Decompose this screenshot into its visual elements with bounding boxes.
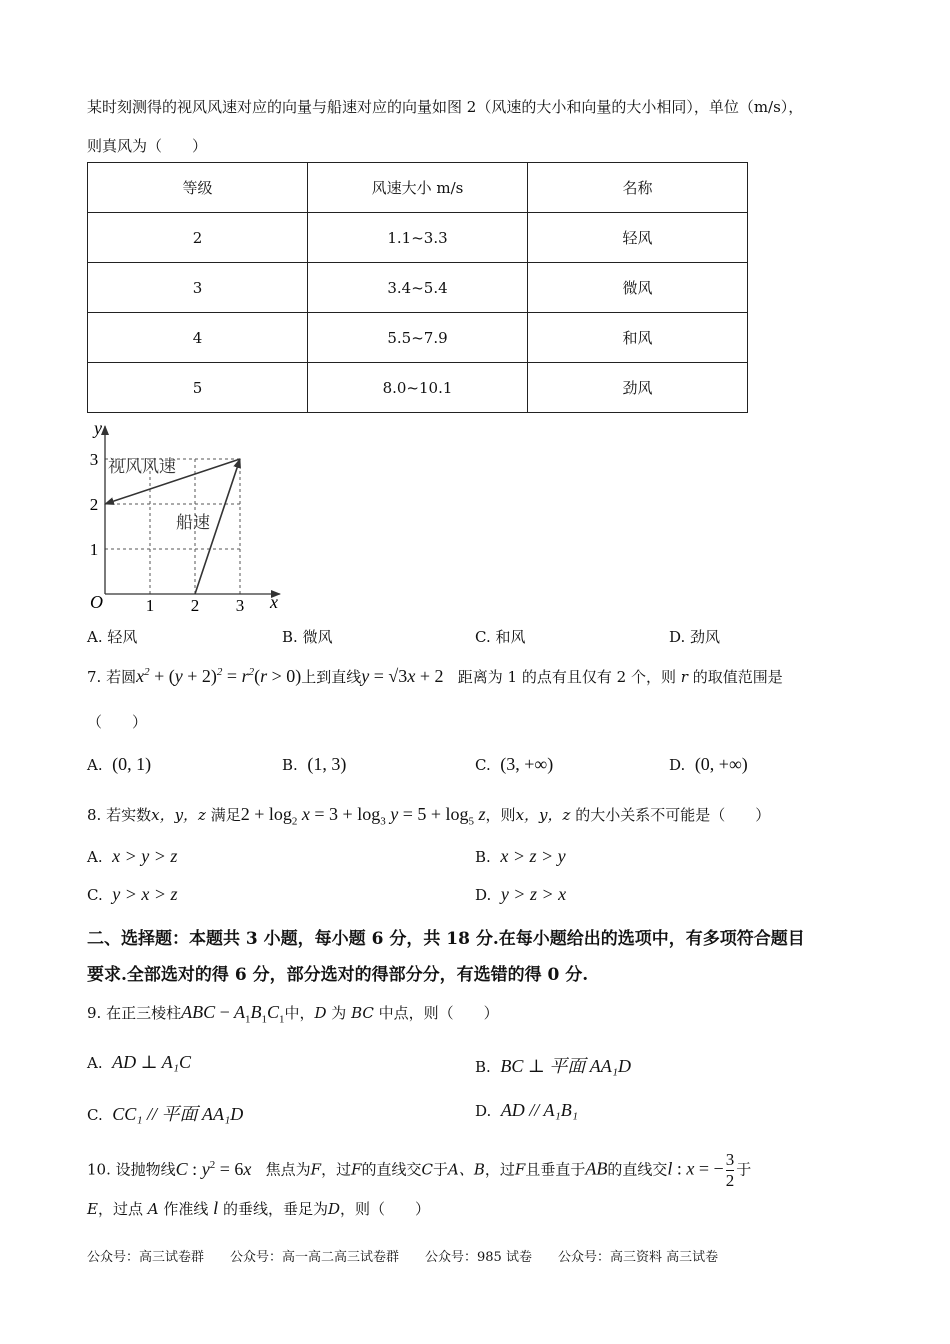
point-d: D: [327, 1200, 341, 1218]
line-equation: y = √3x + 2: [361, 666, 444, 686]
question-text: 焦点为: [265, 1160, 311, 1179]
curve-c: C: [421, 1160, 434, 1179]
fraction: [726, 1150, 735, 1191]
table-cell: 5: [88, 363, 308, 413]
question-text: 距离为 1 的点有且仅有 2 个，则: [457, 668, 676, 686]
table-header-cell: 等级: [88, 163, 308, 213]
x-tick-label: 3: [235, 596, 245, 615]
question-text: 在正三棱柱: [106, 1004, 182, 1022]
x-axis-label: x: [270, 592, 278, 612]
y-tick-label: 2: [89, 495, 99, 514]
option-letter: A.: [87, 756, 103, 774]
option-c[interactable]: [475, 754, 553, 775]
focus-f: F: [310, 1160, 322, 1179]
option-letter: C.: [87, 886, 103, 904]
option-text: y > x > z: [112, 884, 178, 904]
directrix-equation: l : x = −: [667, 1158, 724, 1179]
question-text: 为: [331, 1004, 347, 1022]
y-tick-label: 3: [89, 450, 99, 469]
option-a[interactable]: [87, 1052, 191, 1073]
directrix-l: l: [213, 1198, 219, 1218]
option-letter: A.: [87, 1054, 103, 1072]
option-letter: D.: [475, 886, 492, 904]
question-text: 的垂线，垂足为: [222, 1200, 328, 1218]
table-cell: 2: [88, 213, 308, 263]
option-letter: B.: [475, 1058, 491, 1076]
question-text: 的大小关系不可能是（ ）: [575, 806, 771, 824]
question-text: 于: [433, 1160, 449, 1179]
ship-speed-label: 船速: [176, 513, 210, 533]
table-cell: 微风: [528, 263, 748, 313]
option-text: x > z > y: [500, 846, 566, 866]
table-row: [88, 213, 748, 263]
apparent-wind-label: 视风风速: [108, 457, 176, 477]
question-text: 且垂直于: [525, 1160, 586, 1179]
option-d[interactable]: [475, 884, 566, 905]
question-number: 9.: [87, 1004, 102, 1022]
option-text: AD ⊥ A₁C: [112, 1052, 192, 1072]
point-d: D: [314, 1004, 327, 1022]
question-text: 若实数: [106, 806, 152, 824]
option-letter: A.: [87, 628, 103, 646]
y-tick-label: 1: [89, 540, 99, 559]
option-letter: D.: [669, 628, 686, 646]
option-text: AD // A₁B₁: [500, 1100, 578, 1120]
parabola-equation: C : $y^2 = 6x$: [175, 1158, 252, 1179]
focus-f: F: [351, 1160, 362, 1179]
question-text: 设抛物线: [115, 1160, 176, 1179]
question-number: 10.: [87, 1160, 111, 1179]
question-text: 上到直线: [301, 668, 362, 686]
segment-bc: BC: [351, 1004, 374, 1022]
option-text: 劲风: [690, 628, 721, 646]
question-text: 的直线交: [361, 1160, 422, 1179]
option-b[interactable]: [282, 626, 333, 647]
option-letter: B.: [282, 756, 298, 774]
table-cell: 劲风: [528, 363, 748, 413]
option-letter: C.: [87, 1106, 103, 1124]
variables: x，y，z: [515, 806, 571, 824]
table-row: [88, 363, 748, 413]
option-text: CC₁ // 平面 AA₁D: [112, 1104, 244, 1124]
option-a[interactable]: [87, 754, 151, 775]
option-c[interactable]: [87, 884, 178, 905]
question-text: ，过点: [97, 1200, 143, 1218]
option-d[interactable]: [669, 754, 748, 775]
option-text: 和风: [495, 628, 526, 646]
section-2-heading-cont: 要求.全部选对的得 6 分，部分选对的得部分分，有选错的得 0 分.: [87, 965, 589, 985]
table-cell: 1.1~3.3: [308, 213, 528, 263]
option-text: BC ⊥ 平面 AA₁D: [500, 1056, 632, 1076]
option-letter: A.: [87, 848, 103, 866]
prism-name: ABC − $A_1B_1C_1$: [181, 1002, 285, 1026]
table-row: [88, 313, 748, 363]
option-text: (0, +∞): [694, 754, 748, 774]
question-text: ，则: [485, 806, 516, 824]
points-ab: A、B: [448, 1160, 485, 1179]
table-cell: 3: [88, 263, 308, 313]
dashed-grid: [105, 459, 240, 594]
option-a[interactable]: [87, 846, 177, 867]
option-letter: D.: [669, 756, 686, 774]
focus-f: F: [514, 1160, 526, 1179]
option-text: 微风: [302, 628, 333, 646]
question-9: [87, 1002, 499, 1026]
question-text: 的直线交: [607, 1160, 668, 1179]
question-7: [87, 666, 783, 687]
option-text: y > z > x: [500, 884, 567, 904]
table-cell: 3.4~5.4: [308, 263, 528, 313]
x-tick-label: 1: [145, 596, 155, 615]
question-text: 的取值范围是: [692, 668, 783, 686]
intro-line-1: 某时刻测得的视风风速对应的向量与船速对应的向量如图 2（风速的大小和向量的大小相同），单位（m/s），: [87, 98, 804, 116]
table-cell: 8.0~10.1: [308, 363, 528, 413]
variable-r: r: [680, 668, 688, 686]
option-letter: B.: [475, 848, 491, 866]
option-b[interactable]: [475, 1052, 631, 1078]
option-b[interactable]: [475, 846, 566, 867]
point-e: E: [87, 1200, 98, 1218]
table-cell: 和风: [528, 313, 748, 363]
wind-level-table: [87, 162, 748, 413]
question-10-cont: [87, 1198, 430, 1219]
variables: x，y，z: [151, 806, 206, 824]
table-cell: 5.5~7.9: [308, 313, 528, 363]
table-header-cell: 风速大小 m/s: [308, 163, 528, 213]
option-text: (3, +∞): [500, 754, 554, 774]
question-text: 于: [736, 1160, 752, 1179]
option-letter: B.: [282, 628, 298, 646]
page-footer: 公众号：高三试卷群 公众号：高一高二高三试卷群 公众号：985 试卷 公众号：高三资料 高三试卷: [87, 1250, 719, 1265]
option-c[interactable]: [87, 1100, 243, 1126]
option-letter: C.: [475, 756, 491, 774]
option-d[interactable]: [669, 626, 720, 647]
option-text: (0, 1): [112, 754, 152, 774]
question-text: ，过: [321, 1160, 352, 1179]
question-8: [87, 804, 770, 828]
question-number: 8.: [87, 806, 102, 824]
question-text: 中，: [284, 1004, 315, 1022]
question-number: 7.: [87, 668, 102, 686]
table-header-cell: 名称: [528, 163, 748, 213]
option-a[interactable]: [87, 626, 137, 647]
question-10: [87, 1150, 751, 1191]
question-text: 满足: [210, 806, 241, 824]
question-text: 中点，则（ ）: [378, 1004, 499, 1022]
question-text: ，过: [484, 1160, 515, 1179]
question-text: 作准线: [163, 1200, 209, 1218]
option-b[interactable]: [282, 754, 346, 775]
option-text: x > y > z: [112, 846, 178, 866]
intro-line-2: 则真风为（ ）: [87, 137, 208, 155]
question-text: ，则（ ）: [340, 1200, 431, 1218]
table-cell: 4: [88, 313, 308, 363]
fraction-numerator: 3: [725, 1150, 735, 1169]
option-d[interactable]: [475, 1100, 578, 1121]
point-a: A: [147, 1200, 159, 1218]
option-letter: C.: [475, 628, 491, 646]
option-letter: D.: [475, 1102, 492, 1120]
table-row: [88, 263, 748, 313]
question-text: 若圆: [106, 668, 137, 686]
option-text: (1, 3): [307, 754, 347, 774]
fraction-denominator: 2: [725, 1171, 735, 1190]
table-cell: 轻风: [528, 213, 748, 263]
segment-ab: AB: [585, 1158, 608, 1179]
origin-label: O: [90, 592, 103, 612]
section-2-heading: 二、选择题：本题共 3 小题，每小题 6 分，共 18 分.在每小题给出的选项中，有多项符合题目: [87, 929, 805, 949]
option-text: 轻风: [107, 628, 138, 646]
log-equation: $2 + \log_2 x = 3 + \log_3 y = 5 + \log_5 z$: [240, 804, 486, 828]
option-c[interactable]: [475, 626, 526, 647]
x-tick-label: 2: [190, 596, 200, 615]
circle-equation: $x^2 + (y + 2)^2 = r^2(r > 0)$: [136, 666, 302, 686]
table-header-row: [88, 163, 748, 213]
y-axis-label: y: [94, 418, 102, 438]
question-7-paren: （ ）: [87, 713, 148, 731]
vector-figure: [80, 418, 290, 618]
